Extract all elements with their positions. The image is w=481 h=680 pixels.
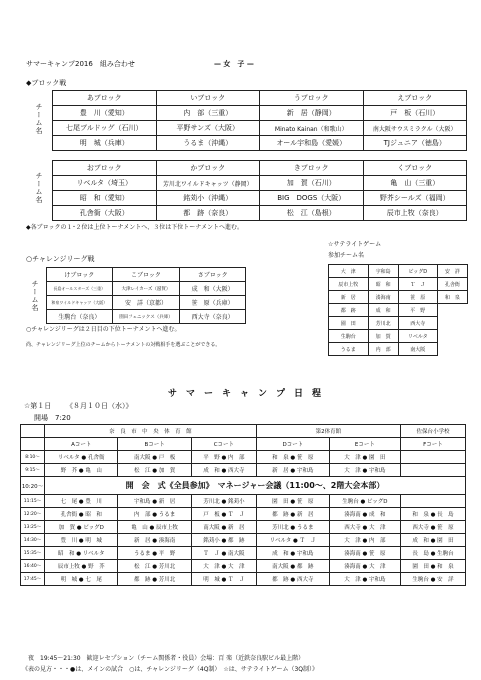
match-cell: 松 江 ● 加 賀 — [118, 464, 191, 477]
match-cell: 戸 板 ● Ｔ Ｊ — [191, 508, 256, 521]
satellite-cell: 大 津 — [329, 265, 369, 278]
match-cell — [400, 495, 465, 508]
satellite-cell: Ｔ Ｊ — [398, 278, 437, 291]
match-cell: 松 江 ● 芳川北 — [118, 560, 191, 573]
schedule-row — [21, 464, 466, 477]
match-cell: 平 野 ● 内 部 — [191, 451, 256, 464]
challenge-cell: 大津レイカーズ（滋賀） — [112, 282, 180, 296]
schedule-row — [21, 560, 466, 573]
schedule-day: ☆第１日 — [24, 402, 52, 410]
team-cell: 都 跡（奈良） — [156, 206, 260, 221]
match-cell: 七 尾 ● 豊 川 — [45, 495, 118, 508]
satellite-cell: 和 泉 — [437, 291, 467, 304]
challenge-side-label: チーム名 — [31, 280, 39, 312]
satellite-sub: 参加チーム名 — [328, 252, 365, 259]
match-cell: 加 賀 ● ビッグD — [45, 521, 118, 534]
match-cell: 南大阪 ● 都 跡 — [256, 560, 329, 573]
satellite-cell: 辰市上牧 — [329, 278, 369, 291]
team-cell: 辰市上牧（奈良） — [363, 206, 467, 221]
match-cell: 大 津 ● 園 田 — [329, 451, 400, 464]
block-note: ◆各ブロックの１･２位は上位トーナメントへ、３位は下位トーナメントへ進む。 — [26, 224, 244, 231]
challenge-header: さブロック — [180, 268, 246, 282]
satellite-cell: 孔舎衙 — [437, 278, 467, 291]
block-table-2 — [52, 160, 467, 221]
satellite-cell: 湊海南 — [368, 291, 398, 304]
satellite-table — [328, 264, 468, 356]
challenge-header: けブロック — [47, 268, 113, 282]
schedule-time: 17:45〜 — [21, 573, 45, 586]
challenge-cell: 成 和（大阪） — [180, 282, 246, 296]
satellite-cell: 園 田 — [329, 317, 369, 330]
court-label: Bコート — [118, 438, 191, 451]
team-cell: 平野サンズ（大阪） — [156, 121, 260, 136]
match-cell: 大 津 ● 大 津 — [191, 560, 256, 573]
match-cell: 野 芥 ● 亀 山 — [45, 464, 118, 477]
match-cell — [400, 464, 465, 477]
team-cell: 松 江（島根） — [260, 206, 364, 221]
match-cell: 和 泉 ● 長 島 — [400, 508, 465, 521]
match-cell: 園 田 ● 笹 原 — [256, 495, 329, 508]
challenge-cell: 笹 原（兵庫） — [180, 296, 246, 310]
block-header: おブロック — [53, 161, 157, 176]
schedule-row — [21, 451, 466, 464]
match-cell: 内 部 ● うるま — [118, 508, 191, 521]
match-cell: 大 津 ● 宇和島 — [329, 464, 400, 477]
block-header: うブロック — [260, 91, 364, 106]
match-cell — [400, 451, 465, 464]
satellite-cell: 安 詳 — [437, 265, 467, 278]
satellite-cell: 都 跡 — [329, 304, 369, 317]
document-title: サマーキャンプ2016 組み合わせ — [26, 60, 135, 68]
schedule-time: 16:40〜 — [21, 560, 45, 573]
schedule-time: 14:30〜 — [21, 534, 45, 547]
venue-second: 第2体育館 — [256, 425, 400, 438]
ceremony-time: 10:20〜 — [21, 477, 45, 495]
block-header: くブロック — [363, 161, 467, 176]
match-cell: 銘苅小 ● 都 跡 — [191, 534, 256, 547]
team-cell: 昭 和（愛知） — [53, 191, 157, 206]
schedule-row — [21, 508, 466, 521]
match-cell: 成 和 ● 西大寺 — [191, 464, 256, 477]
match-cell: 大 津 ● 内 部 — [329, 534, 400, 547]
team-cell: TJジュニア（徳島） — [363, 136, 467, 151]
match-cell: 湊海南 ● 笹 原 — [329, 547, 400, 560]
match-cell: 芳川北 ● 銘苅小 — [191, 495, 256, 508]
block-header: えブロック — [363, 91, 467, 106]
match-cell: 明 城 ● 七 尾 — [45, 573, 118, 586]
challenge-cell: 園田フェニックス（兵庫） — [112, 310, 180, 324]
match-cell: 和 泉 ● 笹 原 — [256, 451, 329, 464]
challenge-heading: ○チャレンジリーグ戦 — [26, 255, 95, 263]
satellite-cell: ビッグD — [398, 265, 437, 278]
match-cell: 都 跡 ● 芳川北 — [118, 573, 191, 586]
schedule-time: 13:25〜 — [21, 521, 45, 534]
match-cell: 新 居 ● 湊海南 — [118, 534, 191, 547]
match-cell: リベルタ ● Ｔ Ｊ — [256, 534, 329, 547]
team-cell: 亀 山（三重） — [363, 176, 467, 191]
challenge-note-2: 尚、チャレンジリーグ上位のチームからトーナメントの対戦相手を選ぶことができる。 — [26, 342, 221, 348]
block-header: いブロック — [156, 91, 260, 106]
schedule-table — [20, 424, 466, 586]
match-cell: 南大阪 ● 新 居 — [191, 521, 256, 534]
team-cell: リベルタ（埼玉） — [53, 176, 157, 191]
challenge-cell: 和泉ワイルドキャッツ（大阪） — [47, 296, 113, 310]
schedule-title: サ マ ー キ ャ ン プ 日 程 — [168, 389, 322, 399]
schedule-row — [21, 534, 466, 547]
match-cell: 孔舎衙 ● 昭 和 — [45, 508, 118, 521]
match-cell: うるま ● 平 野 — [118, 547, 191, 560]
schedule-row — [21, 573, 466, 586]
match-cell: 成 和 ● 園 田 — [400, 534, 465, 547]
court-label: Eコート — [329, 438, 400, 451]
match-cell: 都 跡 ● 西大寺 — [256, 573, 329, 586]
match-cell: 生駒台 ● ビッグD — [329, 495, 400, 508]
match-cell: 新 居 ● 宇和島 — [256, 464, 329, 477]
block-header: きブロック — [260, 161, 364, 176]
schedule-row — [21, 547, 466, 560]
match-cell: Ｔ Ｊ ● 南大阪 — [191, 547, 256, 560]
match-cell: 生駒台 ● 安 詳 — [400, 573, 465, 586]
team-cell: 孔舎衙（大阪） — [53, 206, 157, 221]
satellite-cell: 笹 原 — [398, 291, 437, 304]
satellite-cell: 西大寺 — [398, 317, 437, 330]
satellite-cell: 成 和 — [368, 304, 398, 317]
match-cell: 湊海南 ● 大 津 — [329, 560, 400, 573]
match-cell: 昭 和 ● リベルタ — [45, 547, 118, 560]
satellite-cell: 生駒台 — [329, 330, 369, 343]
satellite-cell: 加 賀 — [368, 330, 398, 343]
team-cell: BIG DOGS（大阪） — [260, 191, 364, 206]
satellite-cell: 芳川北 — [368, 317, 398, 330]
team-cell: 豊 川（愛知） — [53, 106, 157, 121]
challenge-cell: 安 詳（京都） — [112, 296, 180, 310]
match-cell: 辰市上牧 ● 野 芥 — [45, 560, 118, 573]
match-cell: 宇和島 ● 新 居 — [118, 495, 191, 508]
category-label: — 女 子 — — [214, 60, 254, 68]
block-header: あブロック — [53, 91, 157, 106]
block-side-label-2: チーム名 — [35, 172, 43, 204]
match-cell: 西大寺 ● 笹 原 — [400, 521, 465, 534]
team-cell: オール宇和島（愛媛） — [260, 136, 364, 151]
match-cell: 芳川北 ● うるま — [256, 521, 329, 534]
match-cell: 明 城 ● Ｔ Ｊ — [191, 573, 256, 586]
team-cell: 銘苅小（沖縄） — [156, 191, 260, 206]
satellite-cell: 平 野 — [398, 304, 437, 317]
match-cell: 豊 川 ● 明 城 — [45, 534, 118, 547]
match-cell: 亀 山 ● 辰市上牧 — [118, 521, 191, 534]
block-heading: ◆ブロック戦 — [26, 79, 67, 87]
schedule-time: 9:15〜 — [21, 464, 45, 477]
venue-school: 佐保台小学校 — [400, 425, 465, 438]
court-label: Aコート — [45, 438, 118, 451]
satellite-cell: うるま — [329, 343, 369, 356]
team-cell: 新 居（静岡） — [260, 106, 364, 121]
satellite-cell: 宇和島 — [368, 265, 398, 278]
challenge-cell: 長島オールスターズ（三重） — [47, 282, 113, 296]
challenge-cell: 生駒台（奈良） — [47, 310, 113, 324]
block-side-label-1: チーム名 — [35, 103, 43, 135]
team-cell: 野芥シールズ（福岡） — [363, 191, 467, 206]
schedule-footer-2: 《表の見方・・・●は、メインの試合 ○は、チャレンジリーグ（4Q制） ☆は、サテライトゲーム（3Q制）》 — [22, 666, 319, 673]
match-cell: リベルタ ● 孔舎衙 — [45, 451, 118, 464]
satellite-cell: 新 居 — [329, 291, 369, 304]
venue-main: 奈 良 市 中 央 体 育 館 — [45, 425, 257, 438]
team-cell: 七尾ブルドッグ（石川） — [53, 121, 157, 136]
match-cell: 園 田 ● 和 泉 — [400, 560, 465, 573]
team-cell: 戸 板（石川） — [363, 106, 467, 121]
match-cell: 都 跡 ● 新 居 — [256, 508, 329, 521]
team-cell: 内 部（三重） — [156, 106, 260, 121]
schedule-time: 8:10〜 — [21, 451, 45, 464]
satellite-cell: リベルタ — [398, 330, 437, 343]
schedule-row — [21, 495, 466, 508]
team-cell: Minato Kainan（和歌山） — [260, 121, 364, 136]
schedule-opening: 開場 7:20 — [34, 414, 71, 422]
team-cell: 南大阪サウスミラクル（大阪） — [363, 121, 467, 136]
block-table-1 — [52, 90, 467, 151]
schedule-time: 12:20〜 — [21, 508, 45, 521]
match-cell: 成 和 ● 宇和島 — [256, 547, 329, 560]
schedule-row — [21, 521, 466, 534]
challenge-table — [46, 267, 246, 324]
satellite-cell: 内 部 — [368, 343, 398, 356]
schedule-time: 15:35〜 — [21, 547, 45, 560]
team-cell: うるま（沖縄） — [156, 136, 260, 151]
match-cell: 南大阪 ● 戸 板 — [118, 451, 191, 464]
satellite-heading: ☆サテライトゲーム — [328, 241, 382, 248]
team-cell: 明 城（兵庫） — [53, 136, 157, 151]
match-cell: 大 津 ● 宇和島 — [329, 573, 400, 586]
schedule-time: 11:15〜 — [21, 495, 45, 508]
team-cell: 加 賀（石川） — [260, 176, 364, 191]
satellite-cell: 昭 和 — [368, 278, 398, 291]
schedule-date: 《８月１０日（水）》 — [66, 402, 133, 410]
satellite-cell: 南大阪 — [398, 343, 437, 356]
schedule-footer-1: 夜 19:45〜21:30 歓迎レセプション（チーム関係者・役員）会場：百 楽（近鉄奈良駅ビル最上階） — [28, 655, 305, 662]
challenge-cell: 西大寺（奈良） — [180, 310, 246, 324]
match-cell: 長 島 ● 生駒台 — [400, 547, 465, 560]
court-label: Fコート — [400, 438, 465, 451]
block-header: かブロック — [156, 161, 260, 176]
match-cell: 湊海南 ● 成 和 — [329, 508, 400, 521]
challenge-header: こブロック — [112, 268, 180, 282]
challenge-note-1: ○チャレンジリーグは２日目の下位トーナメントへ進む。 — [26, 326, 181, 333]
court-label: Cコート — [191, 438, 256, 451]
team-cell: 芳川北ワイルドキャッツ（静岡） — [156, 176, 260, 191]
ceremony-text: 開 会 式《全員参加》 マネージャー会議（11:00〜、2階大会本部） — [45, 477, 466, 495]
match-cell: 西大寺 ● 大 津 — [329, 521, 400, 534]
court-label: Dコート — [256, 438, 329, 451]
